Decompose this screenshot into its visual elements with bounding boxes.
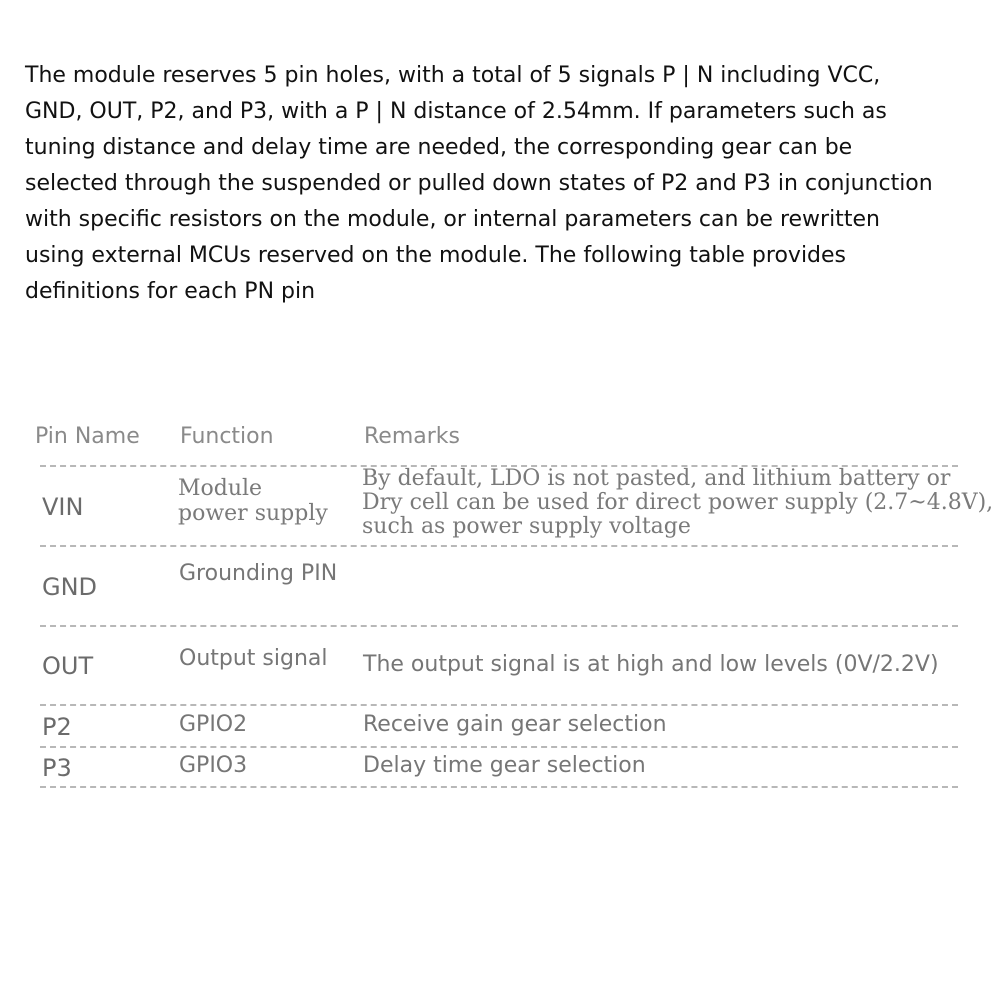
header-function: Function (180, 424, 274, 449)
remarks-cell: Delay time gear selection (363, 753, 646, 778)
remark-line: such as power supply voltage (362, 514, 691, 539)
intro-line: tuning distance and delay time are needed, the corresponding gear can be (25, 135, 853, 160)
function-cell: GPIO3 (179, 753, 248, 778)
remark-line: By default, LDO is not pasted, and lithium battery or (362, 466, 951, 491)
remark-line: Dry cell can be used for direct power supply (2.7~4.8V), (362, 490, 994, 515)
remarks-cell: Receive gain gear selection (363, 712, 667, 737)
pin-name: OUT (42, 652, 94, 680)
row-divider (40, 625, 958, 627)
pin-name: GND (42, 573, 98, 601)
header-pin-name: Pin Name (35, 424, 140, 449)
row-divider (40, 704, 958, 706)
function-cell: GPIO2 (179, 712, 248, 737)
row-divider (40, 786, 958, 788)
intro-line: with specific resistors on the module, or internal parameters can be rewritten (25, 207, 880, 232)
pin-name: VIN (42, 493, 84, 521)
function-cell: Output signal (179, 646, 328, 671)
intro-line: GND, OUT, P2, and P3, with a P | N distance of 2.54mm. If parameters such as (25, 99, 887, 124)
pin-name: P3 (42, 754, 72, 782)
row-divider (40, 746, 958, 748)
intro-line: using external MCUs reserved on the module. The following table provides (25, 243, 847, 268)
intro-line: definitions for each PN pin (25, 279, 316, 304)
remarks-cell (362, 467, 993, 539)
row-divider (40, 545, 958, 547)
function-cell (178, 476, 328, 526)
function-line: Module (178, 476, 263, 501)
function-line: power supply (178, 501, 328, 526)
remarks-cell: The output signal is at high and low levels (0V/2.2V) (363, 652, 939, 677)
function-cell: Grounding PIN (179, 561, 338, 586)
intro-line: selected through the suspended or pulled down states of P2 and P3 in conjunction (25, 171, 933, 196)
intro-line: The module reserves 5 pin holes, with a total of 5 signals P | N including VCC, (25, 63, 881, 88)
header-remarks: Remarks (364, 424, 460, 449)
pin-name: P2 (42, 713, 72, 741)
